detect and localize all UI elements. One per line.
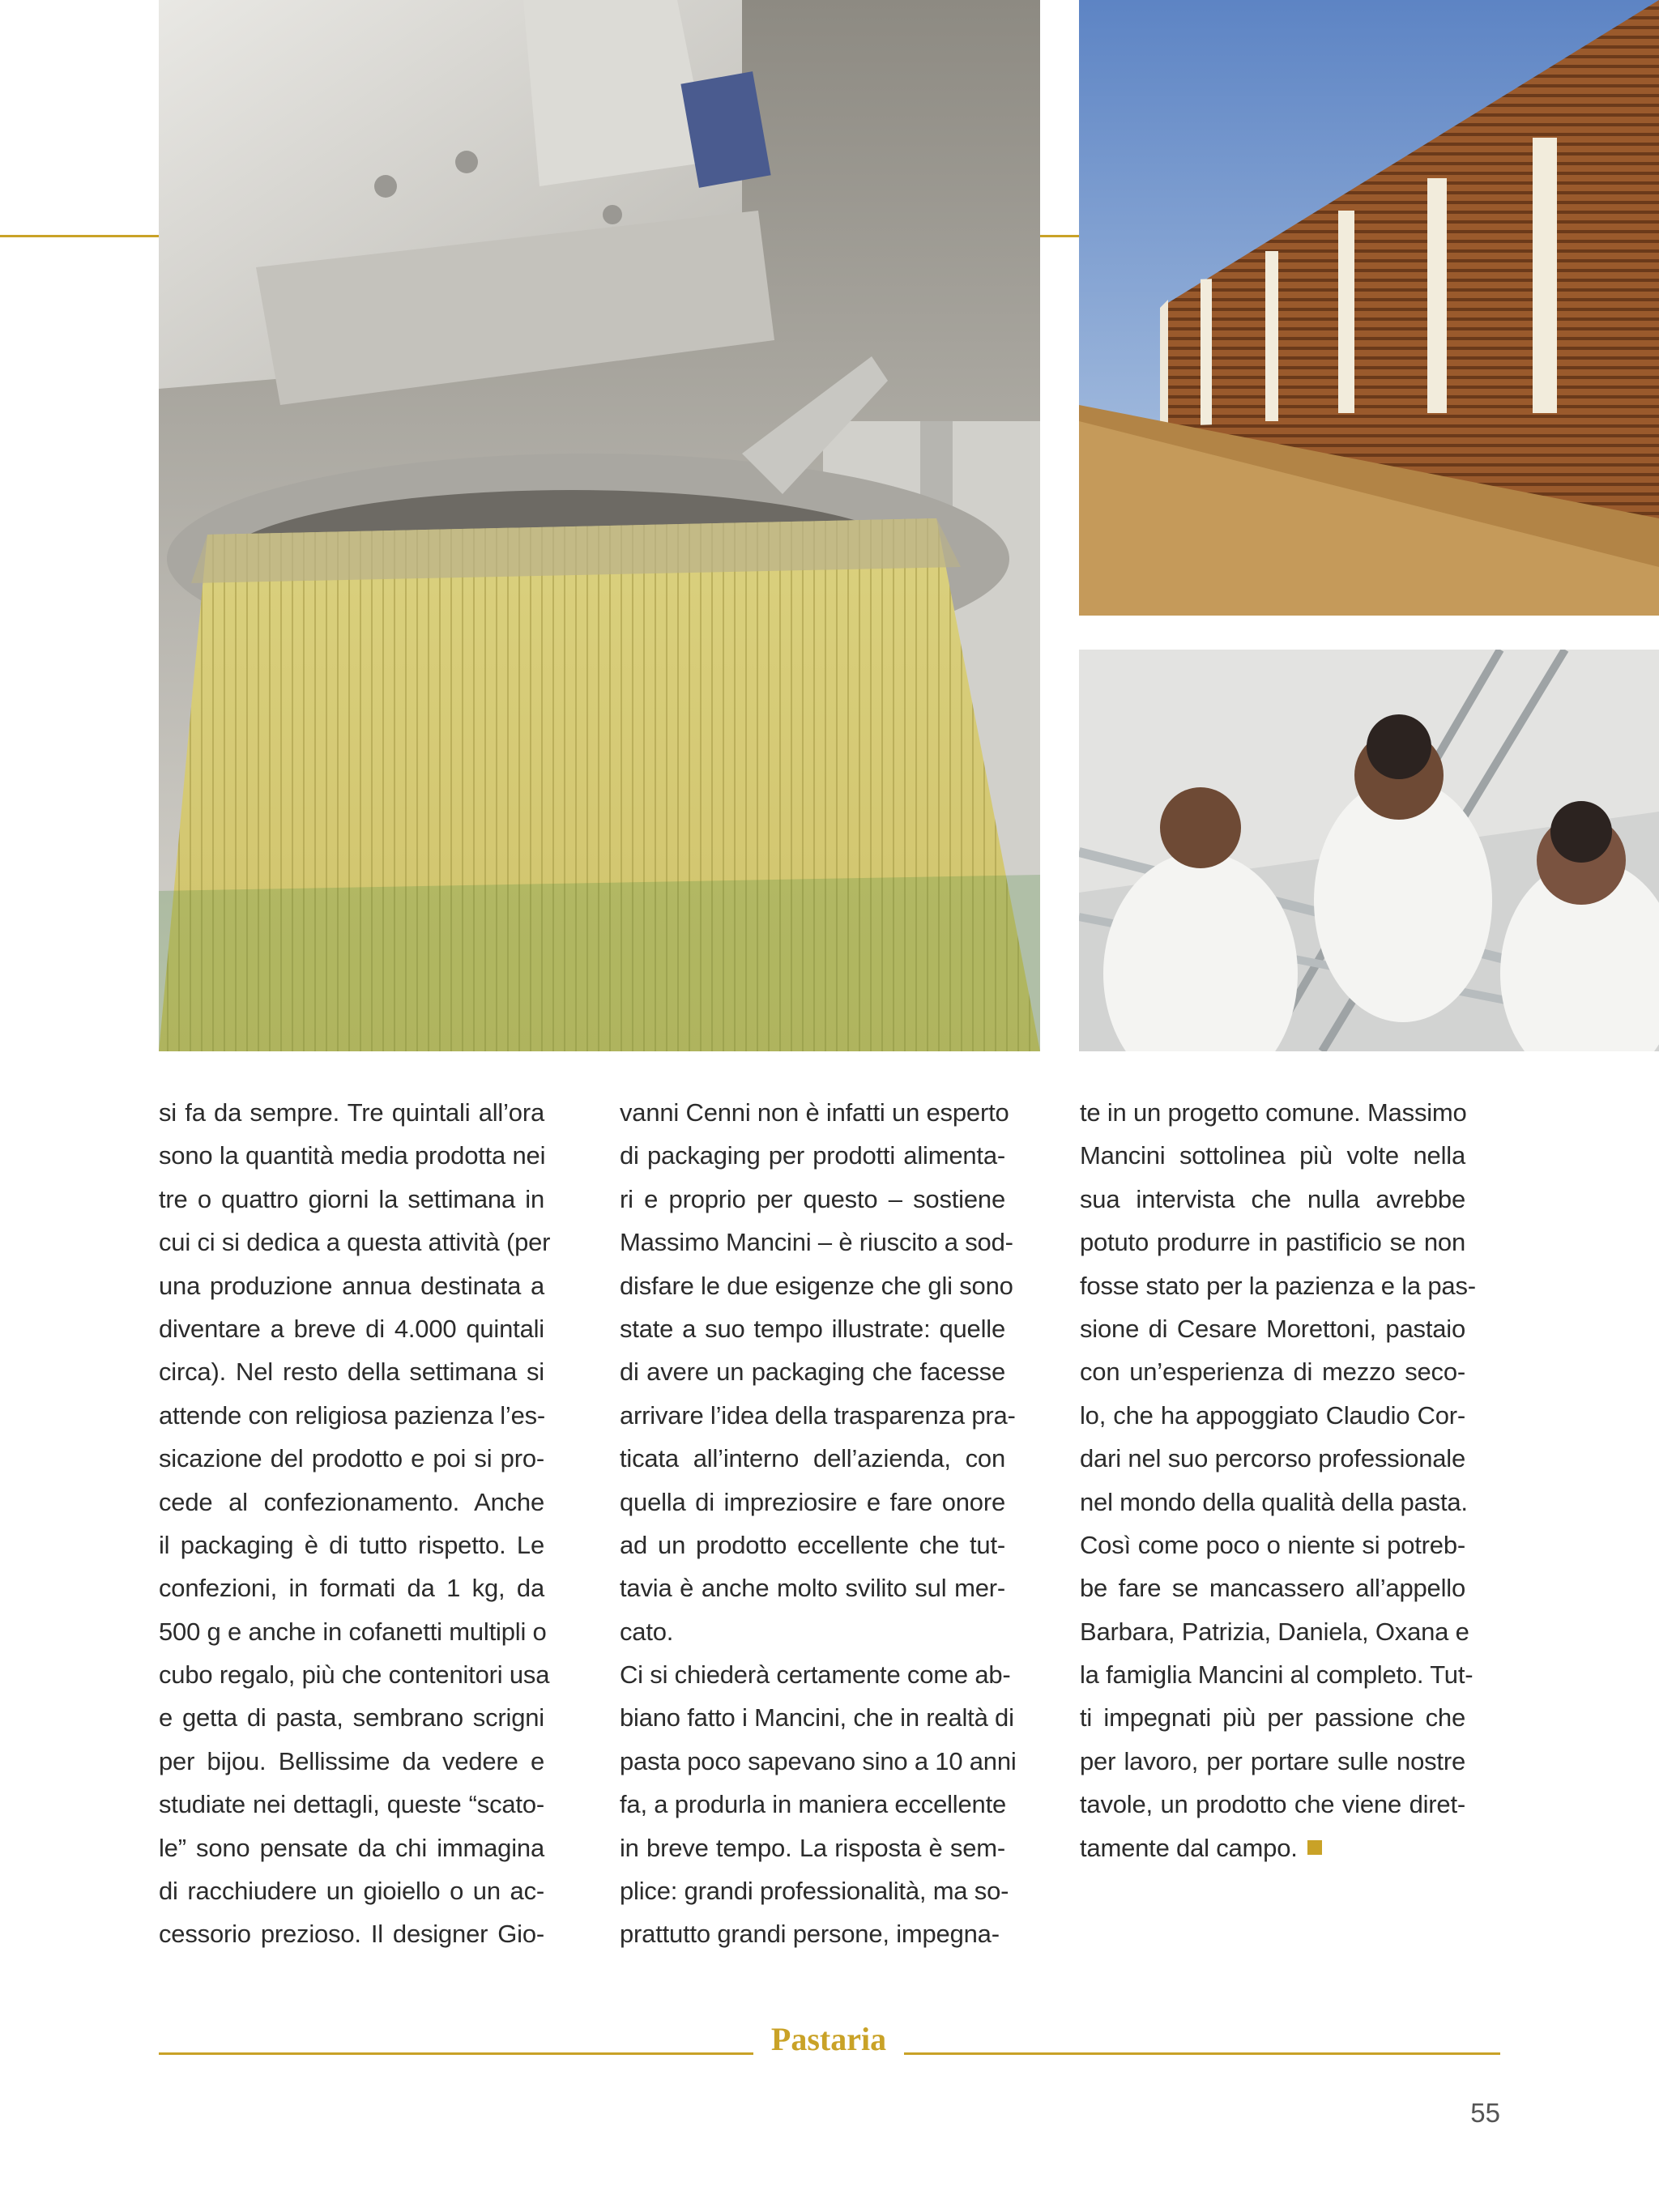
text-line: prattutto grandi persone, impegna- — [620, 1920, 1000, 1949]
text-line: di packaging per prodotti alimenta- — [620, 1141, 1005, 1170]
text-line: Barbara, Patrizia, Daniela, Oxana e — [1080, 1617, 1469, 1646]
end-of-article-square-icon — [1307, 1840, 1322, 1855]
text-line: di racchiudere un gioiello o un ac- — [159, 1877, 544, 1906]
text-line: diventare a breve di 4.000 quintali — [159, 1314, 544, 1343]
text-column-1 — [159, 1091, 551, 1956]
text-line: cessorio prezioso. Il designer Gio- — [159, 1920, 544, 1949]
text-line: tavia è anche molto svilito sul mer- — [620, 1574, 1005, 1603]
text-line: ad un prodotto eccellente che tut- — [620, 1530, 1005, 1559]
text-line: Ci si chiederà certamente come ab- — [620, 1660, 1011, 1690]
text-line: una produzione annua destinata a — [159, 1271, 544, 1300]
text-line: si fa da sempre. Tre quintali all’ora — [159, 1098, 544, 1127]
text-line: plice: grandi professionalità, ma so- — [620, 1877, 1009, 1906]
text-line: circa). Nel resto della settimana si — [159, 1357, 544, 1387]
text-line: le” sono pensate da chi immagina — [159, 1833, 544, 1862]
text-line: te in un progetto comune. Massimo — [1080, 1098, 1467, 1127]
text-line: Massimo Mancini – è riuscito a sod- — [620, 1228, 1013, 1257]
text-line: cato. — [620, 1617, 674, 1646]
footer-title: Pastaria — [770, 2021, 887, 2057]
text-line: cubo regalo, più che contenitori usa — [159, 1660, 550, 1690]
text-line: Mancini sottolinea più volte nella — [1080, 1141, 1465, 1170]
text-line: be fare se mancassero all’appello — [1080, 1574, 1465, 1603]
footer-rule-left — [159, 2052, 753, 2055]
text-line: e getta di pasta, sembrano scrigni — [159, 1703, 544, 1733]
text-line: disfare le due esigenze che gli sono — [620, 1271, 1013, 1300]
text-line: in breve tempo. La risposta è sem- — [620, 1833, 1005, 1862]
text-line: vanni Cenni non è infatti un esperto — [620, 1098, 1009, 1127]
text-line: ti impegnati più per passione che — [1080, 1703, 1465, 1733]
text-column-2 — [620, 1091, 1017, 1956]
text-line: sicazione del prodotto e poi si pro- — [159, 1444, 544, 1473]
text-line: ticata all’interno dell’azienda, con — [620, 1444, 1005, 1473]
text-line: fa, a produrla in maniera eccellente — [620, 1790, 1007, 1819]
text-line: ri e proprio per questo – sostiene — [620, 1184, 1005, 1213]
page-number: 55 — [1470, 2098, 1500, 2128]
text-line: tamente dal campo. — [1080, 1826, 1465, 1869]
text-line: confezioni, in formati da 1 kg, da — [159, 1574, 544, 1603]
text-line: di avere un packaging che facesse — [620, 1357, 1005, 1387]
text-line: pasta poco sapevano sino a 10 anni — [620, 1746, 1017, 1775]
text-line: studiate nei dettagli, queste “scato- — [159, 1790, 544, 1819]
text-line: cede al confezionamento. Anche — [159, 1487, 544, 1516]
top-left-rule — [0, 235, 159, 237]
footer-rule-right — [904, 2052, 1500, 2055]
text-line: dari nel suo percorso professionale — [1080, 1444, 1465, 1473]
text-line: la famiglia Mancini al completo. Tut- — [1080, 1660, 1473, 1690]
text-line: per lavoro, per portare sulle nostre — [1080, 1746, 1465, 1775]
pasta-extruder-photo — [159, 0, 1040, 1051]
wooden-facade-building-photo — [1079, 0, 1659, 616]
text-line: Così come poco o niente si potreb- — [1080, 1530, 1465, 1559]
top-middle-rule — [1040, 235, 1079, 237]
text-line: quella di impreziosire e fare onore — [620, 1487, 1005, 1516]
text-line: arrivare l’idea della trasparenza pra- — [620, 1400, 1016, 1430]
text-line: lo, che ha appoggiato Claudio Cor- — [1080, 1400, 1465, 1430]
text-line: 500 g e anche in cofanetti multipli o — [159, 1617, 547, 1646]
text-line: tre o quattro giorni la settimana in — [159, 1184, 544, 1213]
text-line: cui ci si dedica a questa attività (per — [159, 1228, 551, 1257]
text-line: fosse stato per la pazienza e la pas- — [1080, 1271, 1476, 1300]
text-line: con un’esperienza di mezzo seco- — [1080, 1357, 1465, 1387]
text-line: biano fatto i Mancini, che in realtà di — [620, 1703, 1014, 1733]
text-line: state a suo tempo illustrate: quelle — [620, 1314, 1005, 1343]
text-line: sione di Cesare Morettoni, pastaio — [1080, 1314, 1465, 1343]
text-line: sua intervista che nulla avrebbe — [1080, 1184, 1465, 1213]
text-line: sono la quantità media prodotta nei — [159, 1141, 546, 1170]
text-line: tavole, un prodotto che viene diret- — [1080, 1790, 1465, 1819]
text-line: potuto produrre in pastificio se non — [1080, 1228, 1465, 1257]
text-line: nel mondo della qualità della pasta. — [1080, 1487, 1468, 1516]
three-people-on-stairs-photo — [1079, 650, 1659, 1051]
text-line: per bijou. Bellissime da vedere e — [159, 1746, 544, 1775]
text-column-3 — [1080, 1091, 1476, 1869]
text-line: attende con religiosa pazienza l’es- — [159, 1400, 546, 1430]
text-line: il packaging è di tutto rispetto. Le — [159, 1530, 544, 1559]
